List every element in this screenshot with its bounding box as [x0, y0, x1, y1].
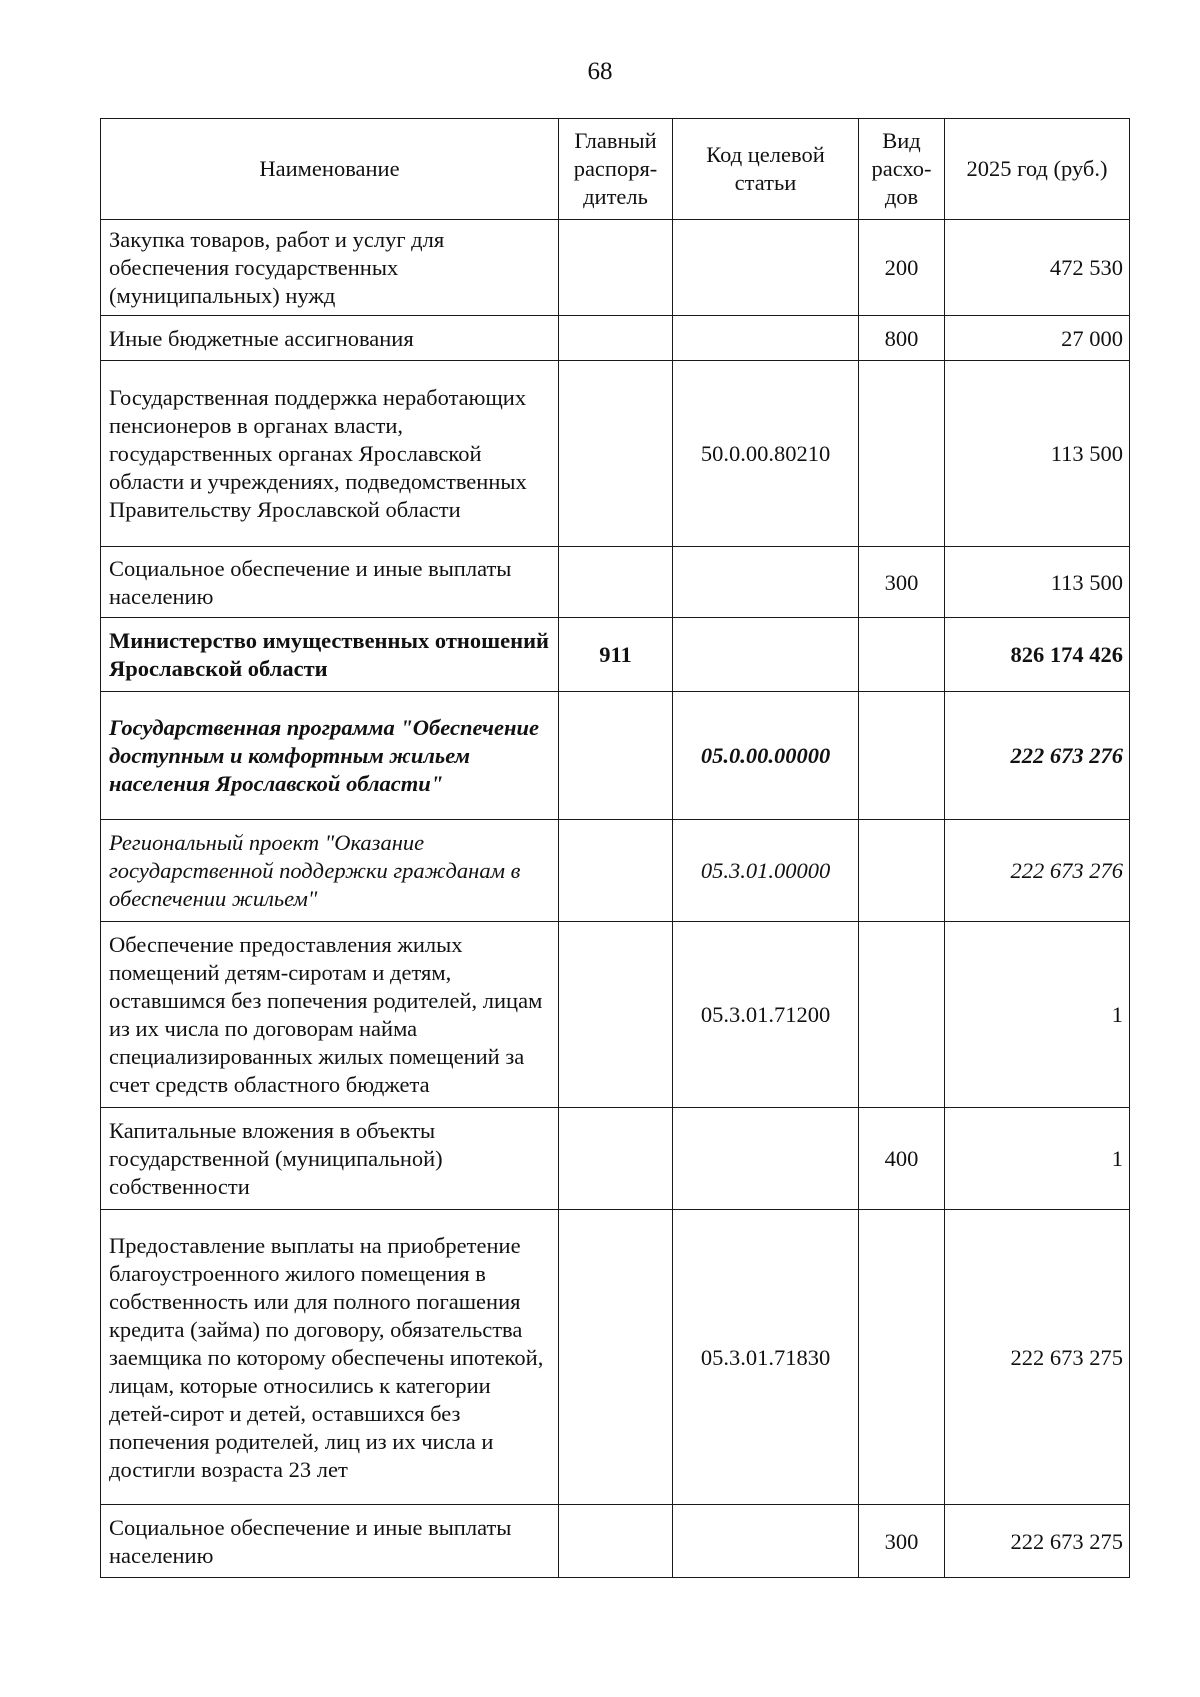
cell-target-code: 05.3.01.00000 — [673, 820, 859, 922]
cell-target-code: 05.3.01.71200 — [673, 922, 859, 1108]
cell-expense-kind — [859, 361, 945, 547]
cell-expense-kind: 200 — [859, 220, 945, 316]
cell-expense-kind: 400 — [859, 1108, 945, 1210]
table-row — [101, 618, 1130, 692]
budget-table — [100, 118, 1130, 1578]
cell-target-code: 05.3.01.71830 — [673, 1210, 859, 1505]
cell-main-manager — [559, 1505, 673, 1578]
header-name: Наименование — [101, 119, 559, 220]
cell-expense-kind — [859, 922, 945, 1108]
cell-amount: 27 000 — [945, 316, 1130, 361]
cell-main-manager — [559, 361, 673, 547]
cell-amount: 222 673 275 — [945, 1210, 1130, 1505]
cell-name: Обеспечение предоставления жилых помещений детям-сиротам и детям, оставшимся без попечения родителей, лицам из их числа по договорам найма специализированных жилых помещений за счет средств областного бюджета — [101, 922, 559, 1108]
table-row — [101, 316, 1130, 361]
table-row — [101, 922, 1130, 1108]
cell-name: Министерство имущественных отношений Ярославской области — [101, 618, 559, 692]
cell-amount: 113 500 — [945, 547, 1130, 618]
cell-amount: 1 — [945, 1108, 1130, 1210]
cell-expense-kind — [859, 618, 945, 692]
table-row — [101, 1210, 1130, 1505]
cell-target-code: 05.0.00.00000 — [673, 692, 859, 820]
cell-main-manager — [559, 220, 673, 316]
cell-target-code — [673, 547, 859, 618]
cell-expense-kind: 800 — [859, 316, 945, 361]
cell-expense-kind — [859, 1210, 945, 1505]
cell-main-manager — [559, 316, 673, 361]
cell-name: Государственная поддержка неработающих пенсионеров в органах власти, государственных органах Ярославской области и учреждениях, подведомственных Правительству Ярославской области — [101, 361, 559, 547]
table-body — [101, 220, 1130, 1578]
cell-name: Социальное обеспечение и иные выплаты населению — [101, 1505, 559, 1578]
cell-name: Социальное обеспечение и иные выплаты населению — [101, 547, 559, 618]
cell-target-code — [673, 618, 859, 692]
cell-target-code — [673, 316, 859, 361]
cell-amount: 826 174 426 — [945, 618, 1130, 692]
cell-name: Закупка товаров, работ и услуг для обеспечения государственных (муниципальных) нужд — [101, 220, 559, 316]
table-header-row — [101, 119, 1130, 220]
header-expense-kind: Вид расхо-дов — [859, 119, 945, 220]
cell-expense-kind: 300 — [859, 547, 945, 618]
cell-amount: 472 530 — [945, 220, 1130, 316]
cell-main-manager: 911 — [559, 618, 673, 692]
table-row — [101, 1108, 1130, 1210]
cell-main-manager — [559, 547, 673, 618]
cell-expense-kind: 300 — [859, 1505, 945, 1578]
cell-amount: 222 673 275 — [945, 1505, 1130, 1578]
table-row — [101, 692, 1130, 820]
cell-amount: 222 673 276 — [945, 820, 1130, 922]
table-row — [101, 220, 1130, 316]
cell-name: Иные бюджетные ассигнования — [101, 316, 559, 361]
cell-name: Региональный проект "Оказание государственной поддержки гражданам в обеспечении жильем" — [101, 820, 559, 922]
cell-name: Предоставление выплаты на приобретение благоустроенного жилого помещения в собственность или для полного погашения кредита (займа) по договору, обязательства заемщика по которому обеспечены ипотекой, лицам, которые относились к категории детей-сирот и детей, оставшихся без попечения родителей, лиц из их числа и достигли возраста 23 лет — [101, 1210, 559, 1505]
cell-name: Капитальные вложения в объекты государственной (муниципальной) собственности — [101, 1108, 559, 1210]
page-number: 68 — [587, 58, 613, 85]
cell-amount: 1 — [945, 922, 1130, 1108]
cell-main-manager — [559, 692, 673, 820]
cell-target-code — [673, 1108, 859, 1210]
cell-main-manager — [559, 1108, 673, 1210]
cell-target-code — [673, 1505, 859, 1578]
header-target-code: Код целевой статьи — [673, 119, 859, 220]
cell-main-manager — [559, 820, 673, 922]
cell-main-manager — [559, 922, 673, 1108]
cell-amount: 222 673 276 — [945, 692, 1130, 820]
table-row — [101, 547, 1130, 618]
cell-expense-kind — [859, 820, 945, 922]
cell-target-code: 50.0.00.80210 — [673, 361, 859, 547]
cell-name: Государственная программа "Обеспечение доступным и комфортным жильем населения Ярославской области" — [101, 692, 559, 820]
cell-main-manager — [559, 1210, 673, 1505]
table-row — [101, 1505, 1130, 1578]
header-main-manager: Главный распоря-дитель — [559, 119, 673, 220]
header-amount-2025: 2025 год (руб.) — [945, 119, 1130, 220]
cell-expense-kind — [859, 692, 945, 820]
cell-target-code — [673, 220, 859, 316]
cell-amount: 113 500 — [945, 361, 1130, 547]
table-row — [101, 820, 1130, 922]
table-row — [101, 361, 1130, 547]
